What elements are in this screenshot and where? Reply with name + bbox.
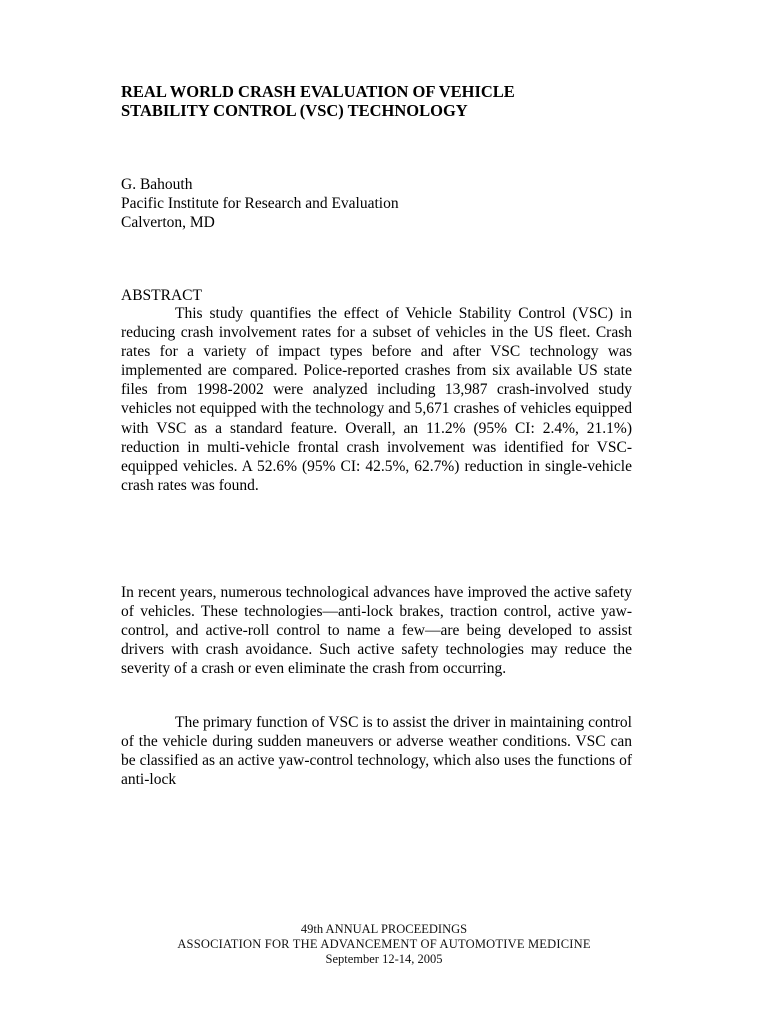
- footer-organization: ASSOCIATION FOR THE ADVANCEMENT OF AUTOMOTIVE MEDICINE: [177, 937, 591, 951]
- intro-paragraph-1: In recent years, numerous technological advances have improved the active safety of vehicles. These technologies—anti-lock brakes, traction control, active yaw-control, and active-roll control to name a few—are being developed to assist drivers with crash avoidance. Such active safety technologies may reduce the severity of a crash or even eliminate the crash from occurring.: [121, 584, 632, 678]
- author-location: Calverton, MD: [121, 214, 215, 231]
- paper-title: [121, 82, 641, 120]
- abstract-text: This study quantifies the effect of Vehicle Stability Control (VSC) in reducing crash involvement rates for a subset of vehicles in the US fleet. Crash rates for a variety of impact types before and after VSC technology was implemented are compared. Police-reported crashes from six available US state files from 1998-2002 were analyzed including 13,987 crash-involved study vehicles not equipped with the technology and 5,671 crashes of vehicles equipped with VSC as a standard feature. Overall, an 11.2% (95% CI: 2.4%, 21.1%) reduction in multi-vehicle frontal crash involvement was identified for VSC-equipped vehicles. A 52.6% (95% CI: 42.5%, 62.7%) reduction in single-vehicle crash rates was found.: [121, 305, 632, 494]
- title-line-1: REAL WORLD CRASH EVALUATION OF VEHICLE: [121, 82, 515, 101]
- page-footer: [0, 922, 768, 967]
- footer-proceedings: 49th ANNUAL PROCEEDINGS: [300, 922, 468, 936]
- author-name: G. Bahouth: [121, 176, 193, 193]
- abstract-heading: ABSTRACT: [121, 287, 202, 304]
- footer-date: September 12-14, 2005: [325, 952, 443, 966]
- author-block: [121, 175, 399, 232]
- author-affiliation: Pacific Institute for Research and Evaluation: [121, 195, 399, 212]
- title-line-2: STABILITY CONTROL (VSC) TECHNOLOGY: [121, 101, 468, 120]
- intro-paragraph-2: The primary function of VSC is to assist the driver in maintaining control of the vehicle during sudden maneuvers or adverse weather conditions. VSC can be classified as an active yaw-control technology, which also uses the functions of anti-lock: [121, 714, 632, 789]
